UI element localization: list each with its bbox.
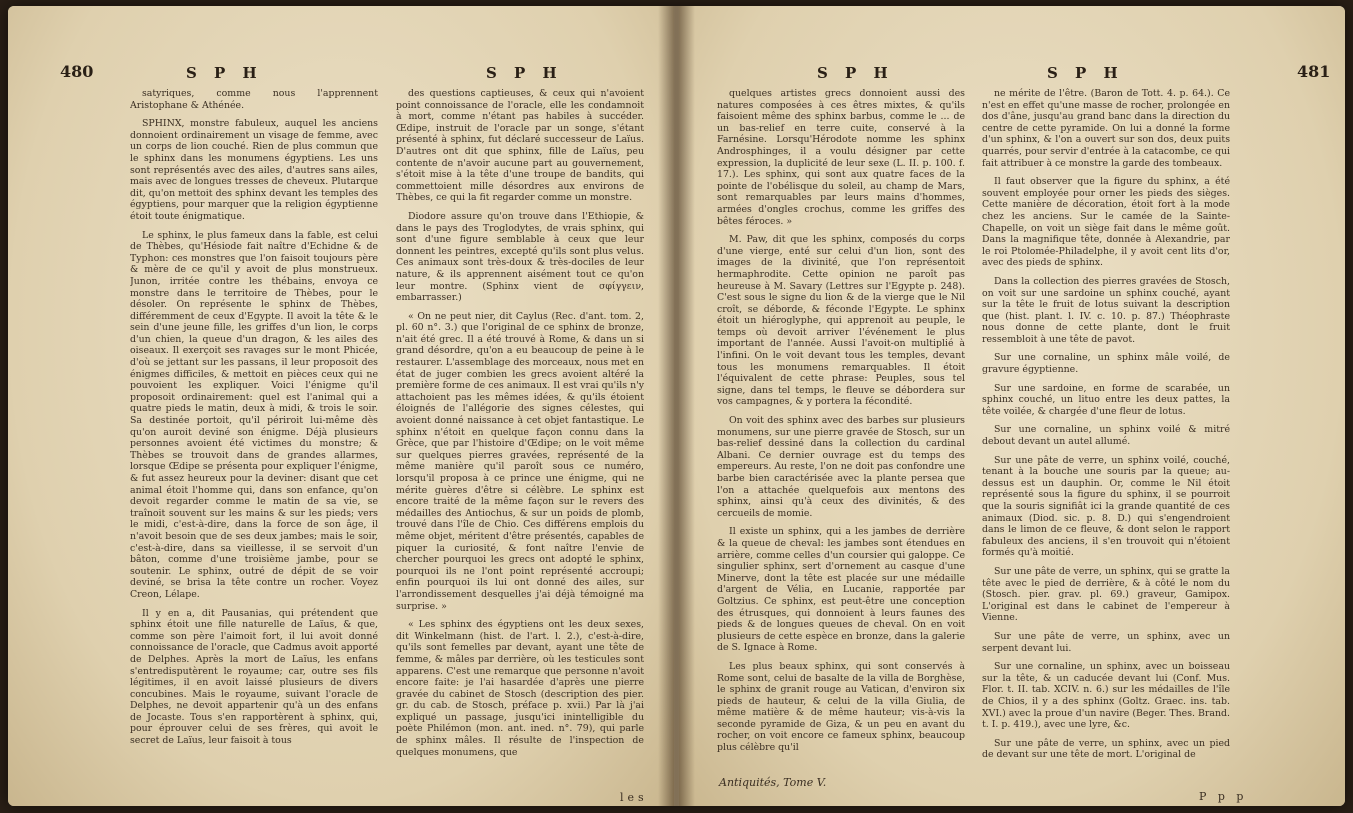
paragraph: Sur une pâte de verre, un sphinx voilé, couché, tenant à la bouche une souris par la queue; au-dessus est un dauphin. Or, comme le Nil étoit représenté sous la figure du sphinx, il se pourroit que la souris signifiât ici la grande quantité de ces animaux (Diod. sic. p. 8. D.) qui s'engendroient dans le limon de ce fleuve, & dont selon le rapport fabuleux des anciens, il s'en trouvoit qui n'étoient formés qu'à moitié. <box>982 454 1230 559</box>
paragraph: Il faut observer que la figure du sphinx, a été souvent employée pour orner les pieds des sièges. Cette manière de décoration, étoit fort à la mode chez les anciens. Sur le camée de la Sainte-Chapelle, on voit un siège fait dans le même goût. Dans la magnifique tête, donnée à Alexandrie, par le roi Ptolomée-Philadelphe, il y avoit cent lits d'or, avec des pieds de sphinx. <box>982 176 1230 269</box>
paragraph: Les plus beaux sphinx, qui sont conservés à Rome sont, celui de basalte de la villa de Borghèse, le sphinx de granit rouge au Vatican, d'environ six pieds de hauteur, & celui de la villa Giulia, de même matière & de même hauteur; vis-à-vis la seconde pyramide de Giza, & un peu en avant du rocher, on voit encore ce fameux sphinx, beaucoup plus célèbre qu'il <box>717 660 965 754</box>
catchword: les <box>620 791 648 804</box>
book-gutter <box>658 6 695 806</box>
paragraph: Il existe un sphinx, qui a les jambes de derrière & la queue de cheval: les jambes sont étendues en arrière, comme celles d'un coursier qui galoppe. Ce singulier sphinx, sert d'ornement au casque d'une Minerve, dont la tête est placée sur une médaille d'argent de Vélia, en Lucanie, rapportée par Goltzius. Ce sphinx, est peut-être une conception des étrusques, qui donnoient à leurs faunes des pieds & de longues queues de cheval. On en voit plusieurs de cette espèce en bronze, dans la galerie de S. Ignace à Rome. <box>717 526 965 654</box>
paragraph: M. Paw, dit que les sphinx, composés du corps d'une vierge, enté sur celui d'un lion, sont des images de la divinité, que l'on représentoit hermaphrodite. Cette opinion ne paroît pas heureuse à M. Savary (Lettres sur l'Egypte p. 248). C'est sous le signe du lion & de la vierge que le Nil croît, se déborde, & féconde l'Egypte. Le sphinx étoit un hiéroglyphe, qui apprenoit au peuple, le temps où devoit arriver l'événement le plus important de l'année. Aussi l'avoit-on multiplié à l'infini. On le voit devant tous les temples, devant tous les monumens remarquables. Il étoit l'équivalent de cette phrase: Peuples, sous tel signe, dans tel temps, le fleuve se débordera sur vos campagnes, & y portera la fécondité. <box>717 234 965 408</box>
running-head-right-2: S P H <box>1047 64 1124 82</box>
left-column-1 <box>130 88 378 788</box>
right-column-1 <box>717 88 965 768</box>
paragraph: Sur une pâte de verre, un sphinx, qui se gratte la tête avec le pied de derrière, & à côté le nom du (Stosch. pier. grav. pl. 69.) graveur, Gamipox. L'original est dans le cabinet de l'empereur à Vienne. <box>982 565 1230 624</box>
paragraph: des questions captieuses, & ceux qui n'avoient point connoissance de l'oracle, elle les condamnoit à mort, comme n'étant pas habiles à succéder. Œdipe, instruit de l'oracle par un songe, s'étant présenté à sphinx, fut déclaré successeur de Laïus. D'autres ont dit que sphinx, fille de Laïus, peu contente de n'avoir aucune part au gouvernement, s'étoit mise à la tête d'une troupe de bandits, qui commettoient mille désordres aux environs de Thèbes, ce qui la fit regarder comme un monstre. <box>396 88 644 204</box>
running-head-left-1: S P H <box>186 64 263 82</box>
paragraph: Sur une cornaline, un sphinx mâle voilé, de gravure égyptienne. <box>982 352 1230 376</box>
paragraph: Le sphinx, le plus fameux dans la fable, est celui de Thèbes, qu'Hésiode fait naître d'Echidne & de Typhon: ces monstres que l'on faisoit toujours père & mère de ce qu'il y avoit de plus monstrueux. Junon, irritée contre les thébains, envoya ce monstre dans le territoire de Thèbes, pour le désoler. On représente le sphinx de Thèbes, différemment de ceux d'Egypte. Il avoit la tête & le sein d'une jeune fille, les griffes d'un lion, le corps d'un chien, la queue d'un dragon, & les ailes des oiseaux. Il exerçoit ses ravages sur le mont Phicée, d'où se jettant sur les passans, il leur proposoit des énigmes difficiles, & mettoit en pièces ceux qui ne pouvoient les expliquer. Voici l'énigme qu'il proposoit ordinairement: quel est l'animal qui a quatre pieds le matin, deux à midi, & trois le soir. Sa destinée portoit, qu'il périroit lui-même dès qu'on auroit deviné son énigme. Déjà plusieurs personnes avoient été victimes du monstre; & Thèbes se trouvoit dans de grandes allarmes, lorsque Œdipe se présenta pour expliquer l'énigme, & fut assez heureux pour la deviner: disant que cet animal étoit l'homme qui, dans son enfance, qu'on devoit regarder comme le matin de sa vie, se traînoit souvent sur les mains & sur les pieds; vers le midi, c'est-à-dire, dans la force de son âge, il n'avoit besoin que de ses deux jambes; mais le soir, c'est-à-dire, dans sa vieillesse, il se servoit d'un bâton, comme d'une troisième jambe, pour se soutenir. Le sphinx, outré de dépit de se voir deviné, se brisa la tête contre un rocher. Voyez Creon, Lélape. <box>130 229 378 600</box>
paragraph: ne mérite de l'être. (Baron de Tott. 4. p. 64.). Ce n'est en effet qu'une masse de rocher, prolongée en dos d'âne, jusqu'au grand banc dans la direction du centre de cette pyramide. On lui a donné la forme d'un sphinx, & l'on a ouvert sur son dos, deux puits quarrés, pour servir d'entrée à la catacombe, ce qui fait attribuer à ce monstre la garde des tombeaux. <box>982 88 1230 169</box>
paragraph: Sur une sardoine, en forme de scarabée, un sphinx couché, un lituo entre les deux pattes, la tête voilée, & chargée d'une fleur de lotus. <box>982 382 1230 417</box>
left-page <box>8 6 674 806</box>
running-head-left-2: S P H <box>486 64 563 82</box>
right-page <box>679 6 1345 806</box>
book-spread <box>8 6 1345 806</box>
paragraph: « On ne peut nier, dit Caylus (Rec. d'ant. tom. 2, pl. 60 n°. 3.) que l'original de ce sphinx de bronze, n'ait été grec. Il a été trouvé à Rome, & dans un si grand désordre, qu'on a eu beaucoup de peine à le restaurer. L'assemblage des morceaux, nous met en état de juger combien les grecs avoient altéré la première forme de ces animaux. Il est vrai qu'ils n'y attachoient pas les mêmes idées, & qu'ils étoient éloignés de l'allégorie des signes célestes, qui avoient donné naissance à cet objet fantastique. Le sphinx n'étoit en quelque façon connu dans la Grèce, que par l'histoire d'Œdipe; on le voit même sur quelques pierres gravées, représenté de la même manière qu'il paroît sous ce numéro, lorsqu'il proposa à ce prince une énigme, qui ne mérite guères d'être si célèbre. Le sphinx est encore traité de la même façon sur le revers des médailles des Antiochus, & sur un poids de plomb, trouvé dans l'île de Chio. Ces différens emplois du même objet, méritent d'être présentés, capables de piquer la curiosité, & font naître l'envie de chercher pourquoi les grecs ont adopté le sphinx, pourquoi ils ne l'ont point représenté accroupi; enfin pourquoi ils lui ont donné des ailes, sur l'arrondissement desquelles j'ai déjà témoigné ma surprise. » <box>396 310 644 612</box>
paragraph: satyriques, comme nous l'apprennent Aristophane & Athénée. <box>130 88 378 111</box>
right-column-2 <box>982 88 1230 788</box>
paragraph: Dans la collection des pierres gravées de Stosch, on voit sur une sardoine un sphinx couché, ayant sur la tête le fruit de lotus suivant la description que (hist. plant. l. IV. c. 10. p. 87.) Théophraste nous donne de cette plante, dont le fruit ressembloit à une tête de pavot. <box>982 275 1230 345</box>
paragraph: Diodore assure qu'on trouve dans l'Ethiopie, & dans le pays des Troglodytes, de vrais sphinx, qui sont d'une figure semblable à ceux que leur donnent les peintres, excepté qu'ils sont plus velus. Ces animaux sont très-doux & très-dociles de leur nature, & ils apprennent aisément tout ce qu'on leur montre. (Sphinx vient de σφίγγειν, embarrasser.) <box>396 210 644 304</box>
paragraph: Sur une pâte de verre, un sphinx, avec un serpent devant lui. <box>982 630 1230 654</box>
footer-volume: Antiquités, Tome V. <box>719 776 827 789</box>
paragraph: quelques artistes grecs donnoient aussi des natures composées à ces êtres mixtes, & qu'ils faisoient même des sphinx barbus, comme le ... de un bas-relief en terre cuite, conservé à la Farnésine. Lorsqu'Hérodote nomme les sphinx Androsphinges, il a voulu désigner par cette expression, la duplicité de leur sexe (L. II. p. 100. f. 17.). Les sphinx, qui sont aux quatre faces de la pointe de l'obélisque du soleil, au champ de Mars, sont remarquables par leurs mains d'hommes, armées d'ongles crochus, comme les griffes des bêtes féroces. » <box>717 88 965 227</box>
paragraph: SPHINX, monstre fabuleux, auquel les anciens donnoient ordinairement un visage de femme, avec un corps de lion couché. Rien de plus commun que le sphinx dans les monumens égyptiens. Les uns sont représentés avec des ailes, d'autres sans ailes, mais avec de longues tresses de cheveux. Plutarque dit, qu'on mettoit des sphinx devant les temples des égyptiens, pour marquer que la religion égyptienne étoit toute énigmatique. <box>130 118 378 222</box>
paragraph: « Les sphinx des égyptiens ont les deux sexes, dit Winkelmann (hist. de l'art. l. 2.), c'est-à-dire, qu'ils sont femelles par devant, ayant une tête de femme, & mâles par derrière, où les testicules sont apparens. C'est une remarque que personne n'avoit encore faite: je l'ai hasardée d'après une pierre gravée du cabinet de Stosch (description des pier. gr. du cab. de Stosch, préface p. xvii.) Par là j'ai expliqué un passage, jusqu'ici inintelligible du poète Philémon (mon. ant. ined. n°. 79), qui parle de sphinx mâles. Il résulte de l'inspection de quelques monumens, que <box>396 619 644 758</box>
left-column-2 <box>396 88 644 788</box>
paragraph: Sur une pâte de verre, un sphinx, avec un pied de devant sur une tête de mort. L'original de <box>982 737 1230 761</box>
paragraph: Sur une cornaline, un sphinx, avec un boisseau sur la tête, & un caducée devant lui (Conf. Mus. Flor. t. II. tab. XCIV. n. 6.) sur les médailles de l'île de Chios, il y a des sphinx (Goltz. Graec. ins. tab. XVI.) avec la proue d'un navire (Beger. Thes. Brand. t. I. p. 419.), avec une lyre, &c. <box>982 661 1230 731</box>
running-head-right-1: S P H <box>817 64 894 82</box>
page-number-left: 480 <box>60 62 94 81</box>
signature-mark: P p p <box>1199 790 1248 803</box>
page-number-right: 481 <box>1297 62 1331 81</box>
paragraph: Sur une cornaline, un sphinx voilé & mitré debout devant un autel allumé. <box>982 424 1230 448</box>
paragraph: On voit des sphinx avec des barbes sur plusieurs monumens, sur une pierre gravée de Stosch, sur un bas-relief dessiné dans la collection du cardinal Albani. Ce dernier ouvrage est du temps des empereurs. Au reste, l'on ne doit pas confondre une barbe bien caractérisée avec la plante persea que l'on a attachée quelquefois aux mentons des sphinx, ainsi qu'à ceux des divinités, & des cercueils de momie. <box>717 415 965 519</box>
paragraph: Il y en a, dit Pausanias, qui prétendent que sphinx étoit une fille naturelle de Laïus, & que, comme son père l'aimoit fort, il lui avoit donné connoissance de l'oracle, que Cadmus avoit apporté de Delphes. Après la mort de Laïus, les enfans s'entredisputèrent le royaume; car, outre ses fils légitimes, il en avoit laissé plusieurs de divers concubines. Mais le royaume, suivant l'oracle de Delphes, ne devoit appartenir qu'à un des enfans de Jocaste. Tous s'en rapportèrent à sphinx, qui, pour éprouver celui de ses frères, qui avoit le secret de Laïus, leur faisoit à tous <box>130 607 378 747</box>
